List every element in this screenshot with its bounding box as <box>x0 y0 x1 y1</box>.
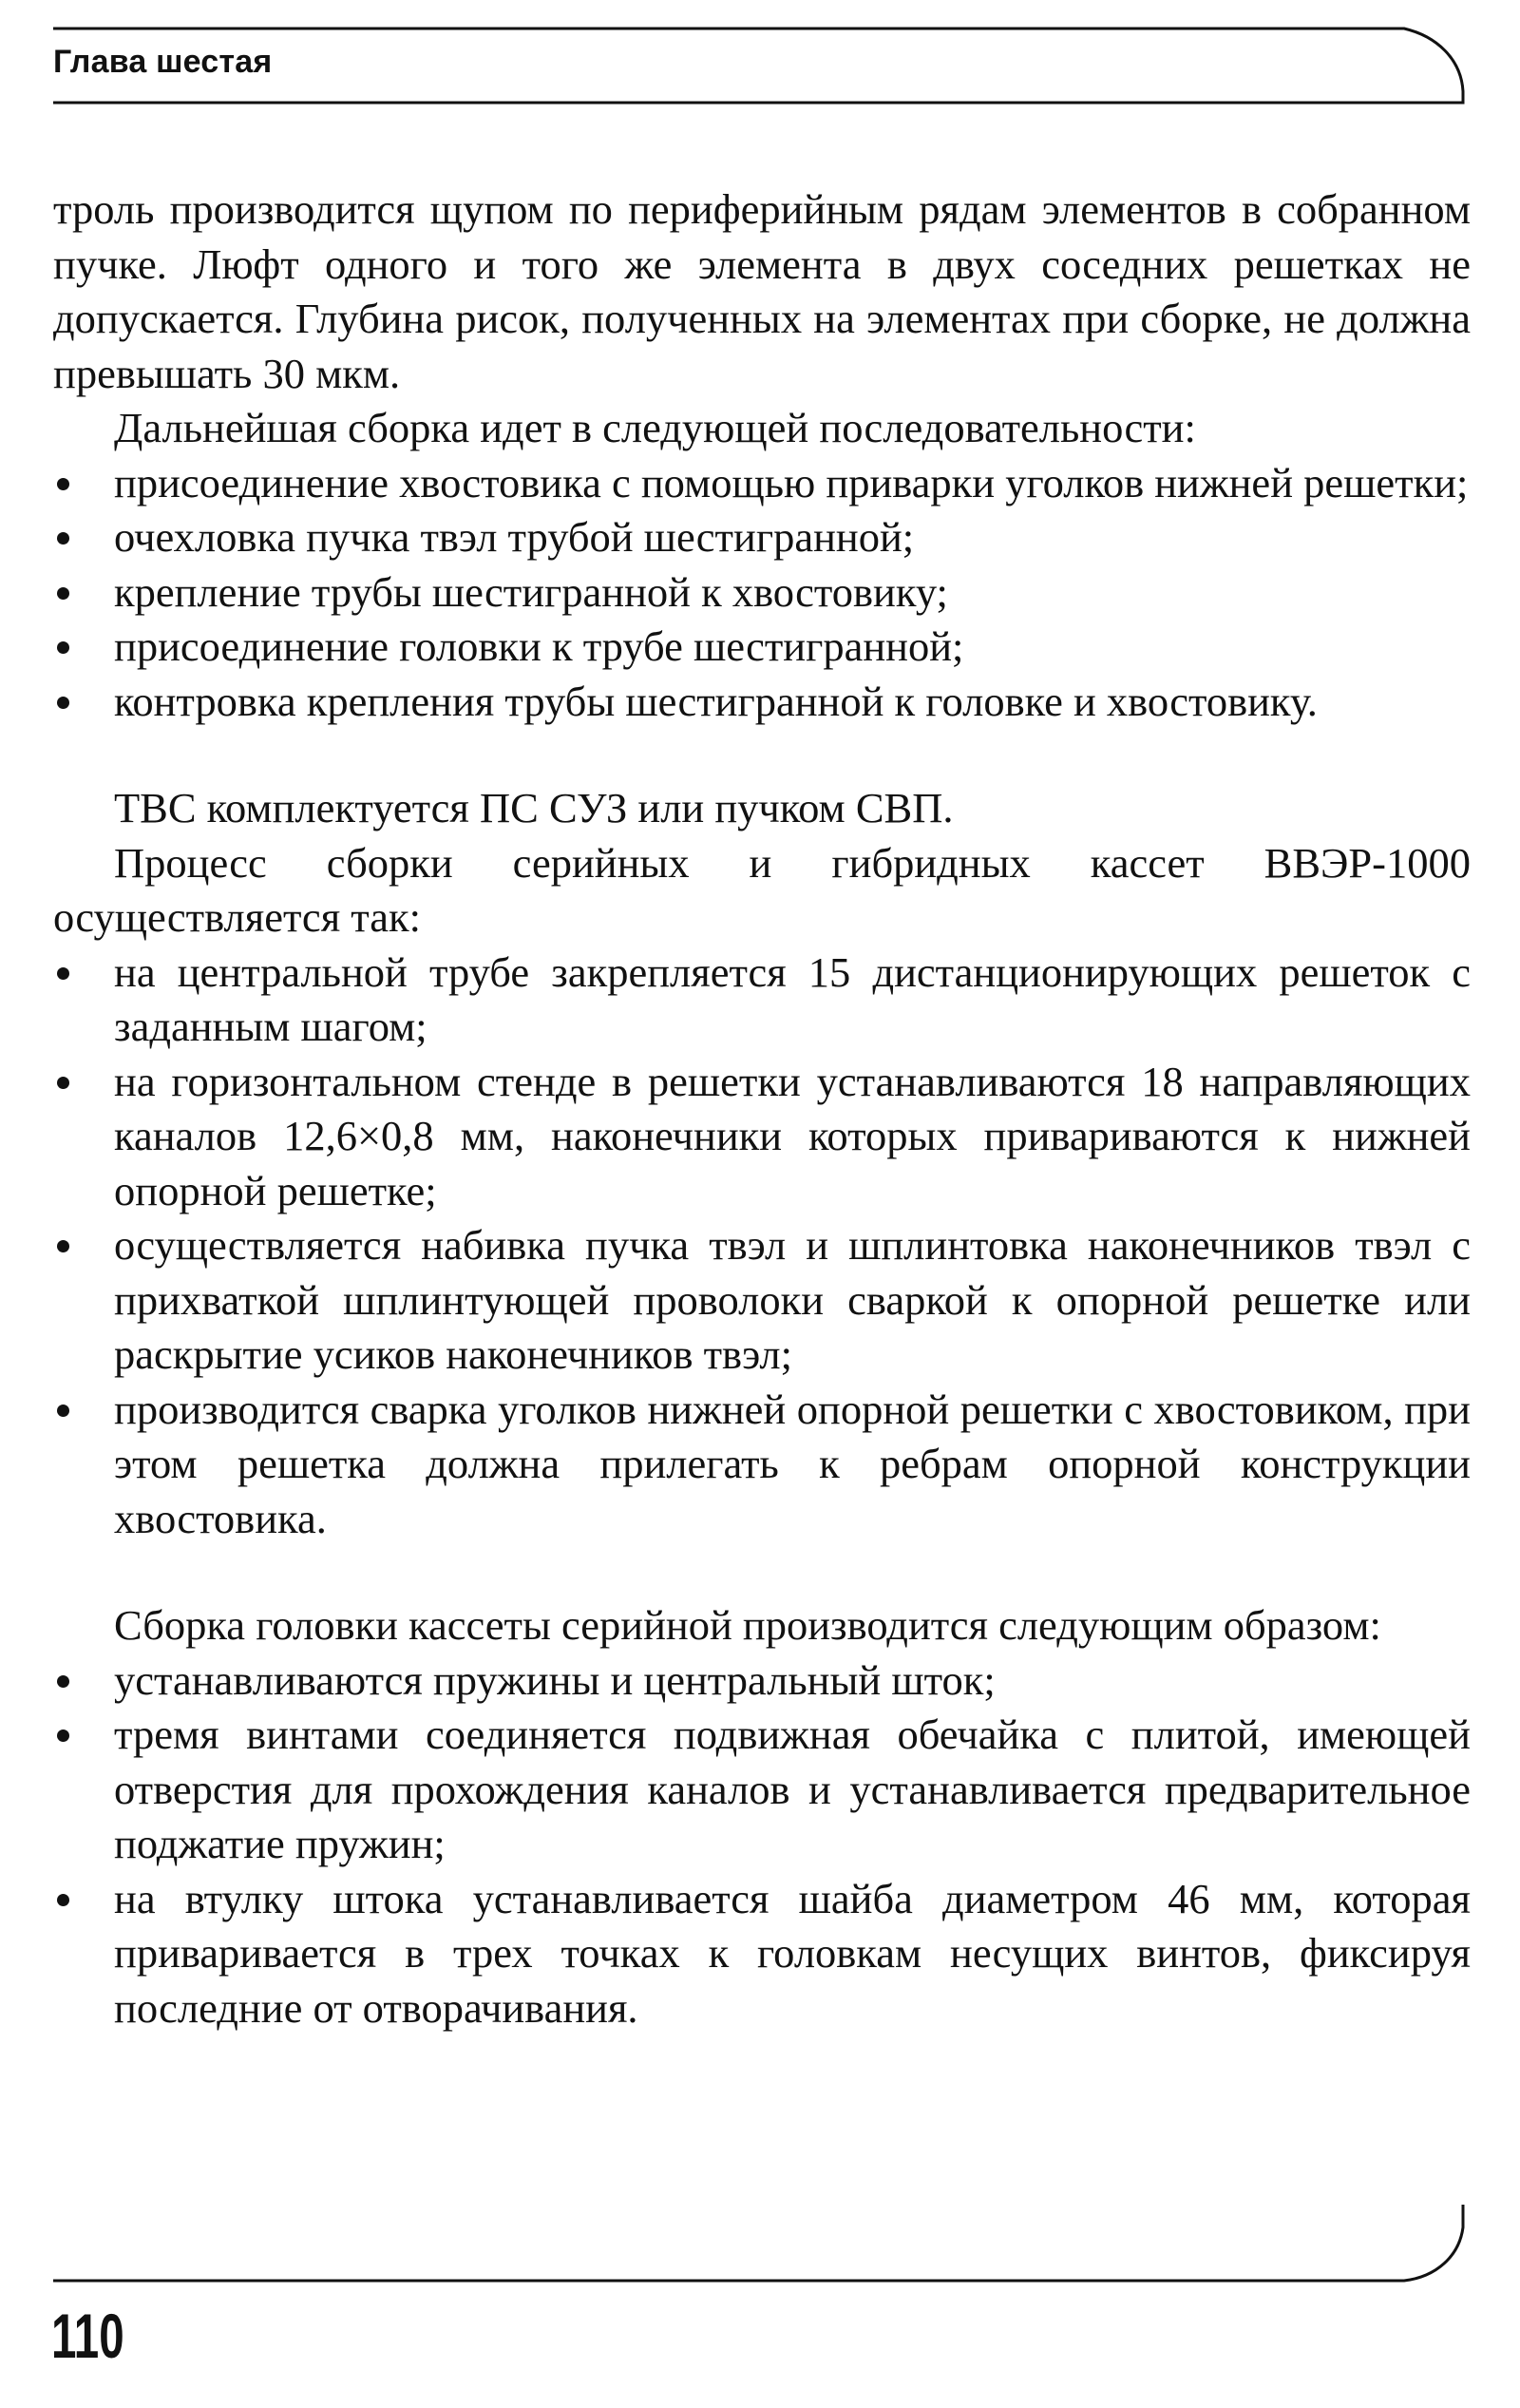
paragraph: ТВС комплектуется ПС СУЗ или пучком СВП. <box>114 784 954 831</box>
bullet-icon <box>57 697 69 709</box>
bullet-icon <box>57 641 69 654</box>
paragraph: Дальнейшая сборка идет в следующей последовательности: <box>114 404 1196 451</box>
list-item: присоединение головки к трубе шестигранной; <box>53 620 1471 675</box>
list-item: на горизонтальном стенде в решетки устанавливаются 18 направляющих каналов 12,6×0,8 мм, наконечники которых привариваются к нижней опорной решетке; <box>53 1055 1471 1219</box>
list-item: на втулку штока устанавливается шайба диаметром 46 мм, которая приваривается в трех точках к головкам несущих винтов, фиксируя последние от отворачивания. <box>53 1872 1471 2036</box>
bullet-list-head <box>53 1653 1471 2036</box>
list-item: очехловка пучка твэл трубой шестигранной; <box>53 510 1471 565</box>
chapter-title: Глава шестая <box>53 44 273 80</box>
paragraph: Сборка головки кассеты серийной производится следующим образом: <box>114 1601 1381 1649</box>
paragraph: троль производится щупом по периферийным рядам элементов в собранном пучке. Люфт одного и того же элемента в двух соседних решетках не допускается. Глубина рисок, полученных на элементах при сборке, не должна превышать 30 мкм. <box>53 185 1471 397</box>
bullet-icon <box>57 1730 69 1742</box>
bullet-icon <box>57 1077 69 1089</box>
bullet-icon <box>57 1675 69 1688</box>
bullet-icon <box>57 1405 69 1417</box>
bullet-icon <box>57 478 69 490</box>
bullet-icon <box>57 587 69 600</box>
bullet-list-assembly <box>53 456 1471 730</box>
bullet-list-process <box>53 946 1471 1547</box>
list-item: крепление трубы шестигранной к хвостовику; <box>53 565 1471 621</box>
list-item: производится сварка уголков нижней опорной решетки с хвостовиком, при этом решетка должна прилегать к ребрам опорной конструкции хвостовика. <box>53 1383 1471 1547</box>
list-item: контровка крепления трубы шестигранной к головке и хвостовику. <box>53 675 1471 730</box>
body-text <box>53 182 1471 2035</box>
bullet-icon <box>57 967 69 980</box>
bullet-icon <box>57 532 69 545</box>
list-item: осуществляется набивка пучка твэл и шплинтовка наконечников твэл с прихваткой шплинтующей проволоки сваркой к опорной решетке или раскрытие усиков наконечников твэл; <box>53 1218 1471 1383</box>
footer-rule <box>53 2205 1463 2281</box>
page-number: 110 <box>51 2301 124 2371</box>
list-item: тремя винтами соединяется подвижная обечайка с плитой, имеющей отверстия для прохождения каналов и устанавливается предварительное поджатие пружин; <box>53 1708 1471 1872</box>
bullet-icon <box>57 1894 69 1906</box>
list-item: на центральной трубе закрепляется 15 дистанционирующих решеток с заданным шагом; <box>53 946 1471 1055</box>
bullet-icon <box>57 1240 69 1252</box>
paragraph: Процесс сборки серийных и гибридных кассет ВВЭР-1000 осуществляется так: <box>53 838 1471 941</box>
list-item: присоединение хвостовика с помощью приварки уголков нижней решетки; <box>53 456 1471 511</box>
list-item: устанавливаются пружины и центральный шток; <box>53 1653 1471 1709</box>
